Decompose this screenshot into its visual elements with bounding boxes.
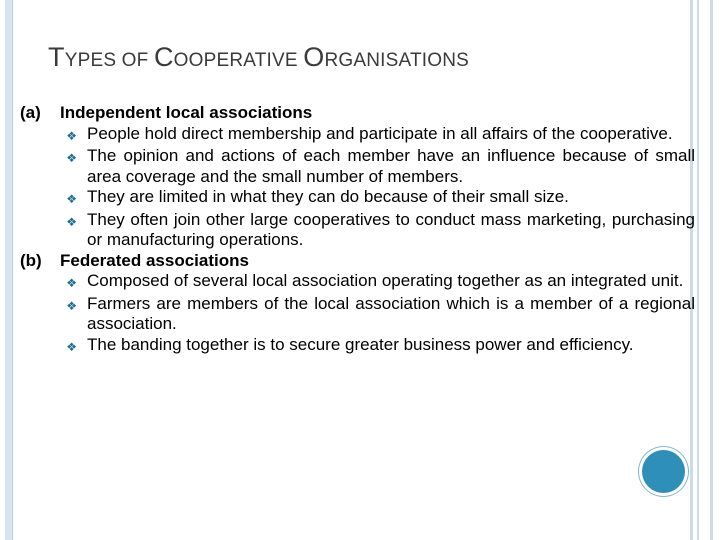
diamond-bullet-icon: ❖ (66, 298, 77, 313)
list-item-text: Composed of several local association operating together as an integrated unit. (87, 271, 684, 290)
section-heading (20, 103, 695, 124)
title-cap: O (303, 42, 325, 72)
section-title: Federated associations (60, 250, 249, 270)
list-item-text: People hold direct membership and participate in all affairs of the cooperative. (87, 123, 673, 143)
section-label: (b) (20, 250, 42, 270)
slide-title (48, 42, 469, 73)
list-item-text: They often join other large cooperatives to conduct mass marketing, purchasing or manufacturing operations. (87, 209, 695, 249)
bullet-list (20, 271, 695, 357)
list-item-text: They are limited in what they can do because of their small size. (87, 187, 569, 206)
list-item (20, 210, 695, 251)
list-item (20, 146, 695, 187)
list-item-text: The opinion and actions of each member have an influence because of small area coverage and the small number of members. (87, 146, 695, 186)
diamond-bullet-icon: ❖ (66, 192, 77, 206)
diamond-bullet-icon: ❖ (66, 214, 77, 229)
section-label: (a) (20, 103, 41, 122)
title-cap: C (153, 42, 174, 72)
title-rest: RGANISATIONS (324, 50, 470, 71)
list-item (20, 335, 695, 358)
title-cap: T (48, 42, 65, 72)
slide-body (20, 103, 695, 357)
list-item (20, 271, 695, 294)
title-rest: YPES OF (64, 50, 154, 71)
list-item-text: Farmers are members of the local association which is a member of a regional association. (87, 293, 695, 333)
bullet-list (20, 124, 695, 251)
decorative-circle (642, 450, 685, 493)
section-title: Independent local associations (60, 103, 313, 122)
diamond-bullet-icon: ❖ (66, 276, 77, 290)
diamond-bullet-icon: ❖ (66, 339, 77, 354)
section-heading (20, 251, 695, 272)
diamond-bullet-icon: ❖ (66, 151, 77, 165)
list-item (20, 294, 695, 335)
diamond-bullet-icon: ❖ (66, 128, 77, 143)
left-decorative-bar (5, 0, 13, 540)
list-item (20, 187, 695, 210)
list-item-text: The banding together is to secure greater business power and efficiency. (87, 334, 634, 354)
list-item (20, 124, 695, 147)
title-rest: OOPERATIVE (173, 50, 304, 71)
